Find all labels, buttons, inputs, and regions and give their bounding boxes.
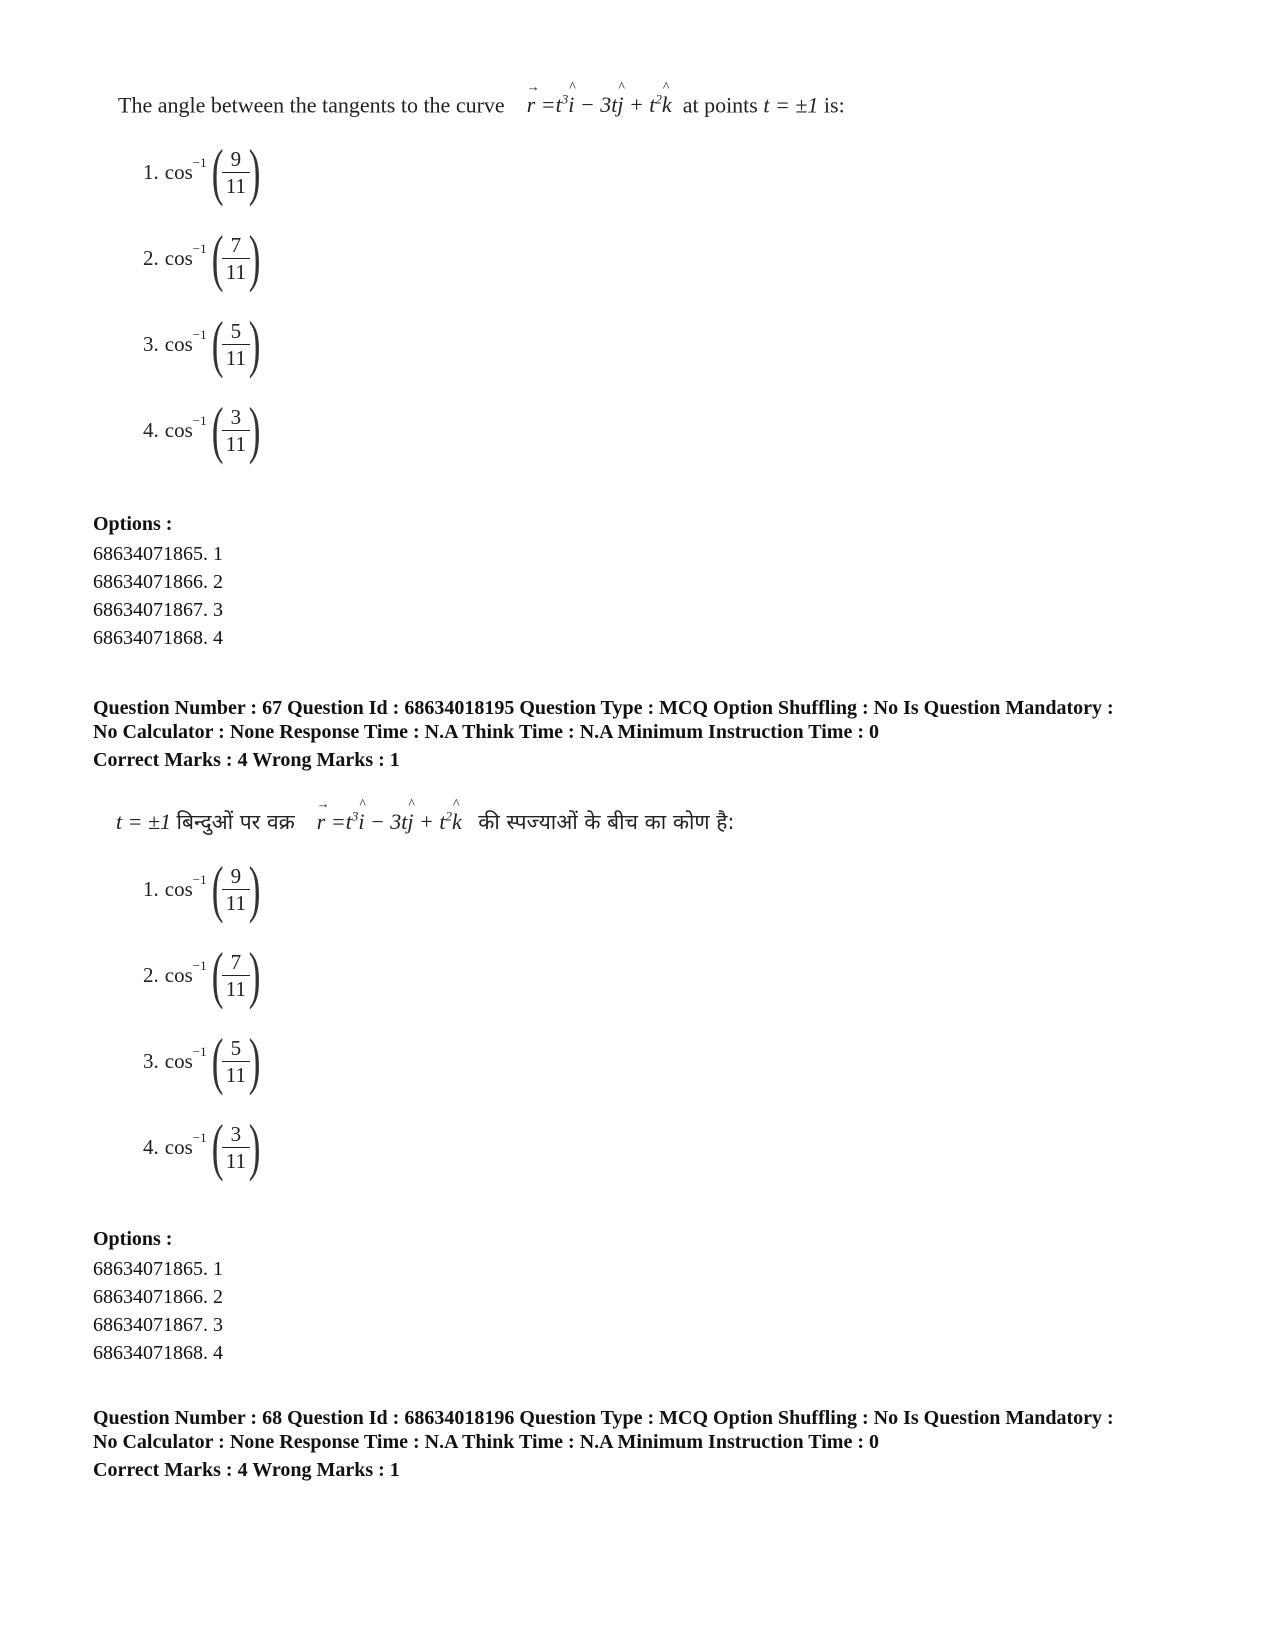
options-label: Options : [93, 1228, 173, 1250]
numerator: 9 [230, 146, 242, 171]
eq-sup3: 3 [351, 808, 359, 824]
choice-func [164, 958, 207, 988]
fn-inverse: −1 [192, 413, 207, 428]
choice-number: 3. [143, 331, 159, 356]
choice-func [164, 241, 207, 271]
question-prefix: बिन्दुओं पर वक्र [176, 810, 295, 834]
choice-item [143, 853, 265, 924]
numerator: 5 [230, 318, 242, 343]
question-meta-68 [93, 1406, 1213, 1482]
options-label: Options : [93, 513, 173, 535]
option-row: 68634071866. 2 [93, 1286, 223, 1308]
choice-func [164, 1044, 207, 1074]
fn-name: cos [164, 160, 193, 184]
t-pm: = ±1 [127, 809, 172, 834]
choice-func [164, 872, 207, 902]
fraction [222, 404, 250, 457]
denominator: 11 [225, 890, 247, 915]
eq-t: t [555, 92, 562, 118]
fraction [222, 1121, 250, 1174]
numerator: 5 [230, 1035, 242, 1060]
option-row: 68634071866. 2 [93, 571, 223, 593]
choice-item [143, 222, 265, 293]
right-paren: ) [248, 222, 261, 293]
fraction [222, 146, 250, 199]
meta-line: No Calculator : None Response Time : N.A Think Time : N.A Minimum Instruction Time : 0 [93, 1431, 879, 1453]
choice-item [143, 394, 265, 465]
eq-j: ^ j [407, 809, 413, 835]
option-row: 68634071865. 1 [93, 1258, 223, 1280]
numerator: 7 [230, 949, 242, 974]
left-paren: ( [211, 853, 224, 924]
denominator: 11 [225, 1062, 247, 1087]
question-text-hindi [116, 808, 735, 836]
t-var: t [763, 92, 770, 118]
option-row: 68634071868. 4 [93, 1342, 223, 1364]
fn-inverse: −1 [192, 958, 207, 973]
right-paren: ) [248, 1025, 261, 1096]
choice-number: 2. [143, 962, 159, 987]
option-row: 68634071865. 1 [93, 543, 223, 565]
choice-number: 3. [143, 1048, 159, 1073]
right-paren: ) [248, 853, 261, 924]
option-row: 68634071868. 4 [93, 627, 223, 649]
eq-i: ^ i [568, 92, 574, 118]
numerator: 7 [230, 232, 242, 257]
choice-item [143, 136, 265, 207]
t-pm: = ±1 [774, 92, 819, 118]
choice-number: 4. [143, 417, 159, 442]
numerator: 3 [230, 404, 242, 429]
meta-line: Question Number : 67 Question Id : 68634018195 Question Type : MCQ Option Shuffling : No Is Question Mandatory : [93, 697, 1114, 719]
fn-inverse: −1 [192, 241, 207, 256]
option-row: 68634071867. 3 [93, 1314, 223, 1336]
eq-plus: + t [628, 92, 656, 118]
choice-func [164, 1130, 207, 1160]
right-paren: ) [248, 939, 261, 1010]
fn-name: cos [164, 418, 193, 442]
eq-k: ^ k [662, 92, 672, 118]
options-list [93, 540, 223, 652]
question-suffix: की स्पज्याओं के बीच का कोण है: [478, 810, 735, 834]
equation [311, 809, 467, 834]
eq-plus: + t [419, 809, 446, 834]
fraction [222, 863, 250, 916]
left-paren: ( [211, 1025, 224, 1096]
fn-inverse: −1 [192, 872, 207, 887]
question-mid: at points [682, 92, 758, 118]
left-paren: ( [211, 136, 224, 207]
right-paren: ) [248, 308, 261, 379]
meta-line: Correct Marks : 4 Wrong Marks : 1 [93, 1459, 400, 1481]
choice-item [143, 1025, 265, 1096]
fraction [222, 318, 250, 371]
equation [521, 92, 677, 117]
choice-item [143, 1111, 265, 1182]
denominator: 11 [225, 1148, 247, 1173]
eq-minus: − 3t [369, 809, 408, 834]
t-value [116, 809, 171, 834]
choice-item [143, 308, 265, 379]
eq-i: ^ i [358, 809, 364, 835]
meta-line: Correct Marks : 4 Wrong Marks : 1 [93, 749, 400, 771]
denominator: 11 [225, 345, 247, 370]
eq-equals: = [540, 92, 556, 118]
eq-sup2: 2 [655, 92, 662, 107]
choice-list [143, 136, 265, 465]
fn-inverse: −1 [192, 1130, 207, 1145]
eq-j: ^ j [617, 92, 623, 118]
eq-k: ^ k [452, 809, 462, 835]
choice-item [143, 939, 265, 1010]
eq-sup3: 3 [561, 92, 569, 107]
left-paren: ( [211, 939, 224, 1010]
denominator: 11 [225, 259, 247, 284]
choice-number: 4. [143, 1134, 159, 1159]
fn-name: cos [164, 1135, 193, 1159]
options-list [93, 1255, 223, 1367]
choice-func [164, 327, 207, 357]
right-paren: ) [248, 136, 261, 207]
question-suffix: is: [823, 92, 845, 118]
fn-name: cos [164, 963, 193, 987]
choice-number: 1. [143, 159, 159, 184]
t-var: t [116, 809, 123, 834]
eq-minus: − 3t [579, 92, 618, 118]
denominator: 11 [225, 431, 247, 456]
meta-line: No Calculator : None Response Time : N.A Think Time : N.A Minimum Instruction Time : 0 [93, 721, 879, 743]
numerator: 3 [230, 1121, 242, 1146]
eq-t: t [345, 809, 352, 834]
denominator: 11 [225, 173, 247, 198]
fn-name: cos [164, 332, 193, 356]
choice-number: 2. [143, 245, 159, 270]
question-text [118, 92, 845, 118]
choice-func [164, 155, 207, 185]
fn-inverse: −1 [192, 1044, 207, 1059]
right-paren: ) [248, 1111, 261, 1182]
left-paren: ( [211, 394, 224, 465]
fn-name: cos [164, 877, 193, 901]
fraction [222, 232, 250, 285]
fn-inverse: −1 [192, 155, 207, 170]
meta-line: Question Number : 68 Question Id : 68634018196 Question Type : MCQ Option Shuffling : No Is Question Mandatory : [93, 1407, 1114, 1429]
eq-sup2: 2 [445, 808, 452, 824]
denominator: 11 [225, 976, 247, 1001]
choice-number: 1. [143, 876, 159, 901]
fraction [222, 1035, 250, 1088]
left-paren: ( [211, 1111, 224, 1182]
question-prefix: The angle between the tangents to the curve [118, 92, 505, 118]
question-meta-67 [93, 696, 1213, 772]
option-row: 68634071867. 3 [93, 599, 223, 621]
right-paren: ) [248, 394, 261, 465]
numerator: 9 [230, 863, 242, 888]
fn-inverse: −1 [192, 327, 207, 342]
left-paren: ( [211, 222, 224, 293]
fn-name: cos [164, 1049, 193, 1073]
fn-name: cos [164, 246, 193, 270]
choice-list [143, 853, 265, 1182]
t-value [763, 92, 818, 117]
eq-r: → r [317, 809, 326, 835]
left-paren: ( [211, 308, 224, 379]
eq-equals: = [330, 809, 346, 834]
eq-r: → r [527, 92, 536, 118]
choice-func [164, 413, 207, 443]
fraction [222, 949, 250, 1002]
